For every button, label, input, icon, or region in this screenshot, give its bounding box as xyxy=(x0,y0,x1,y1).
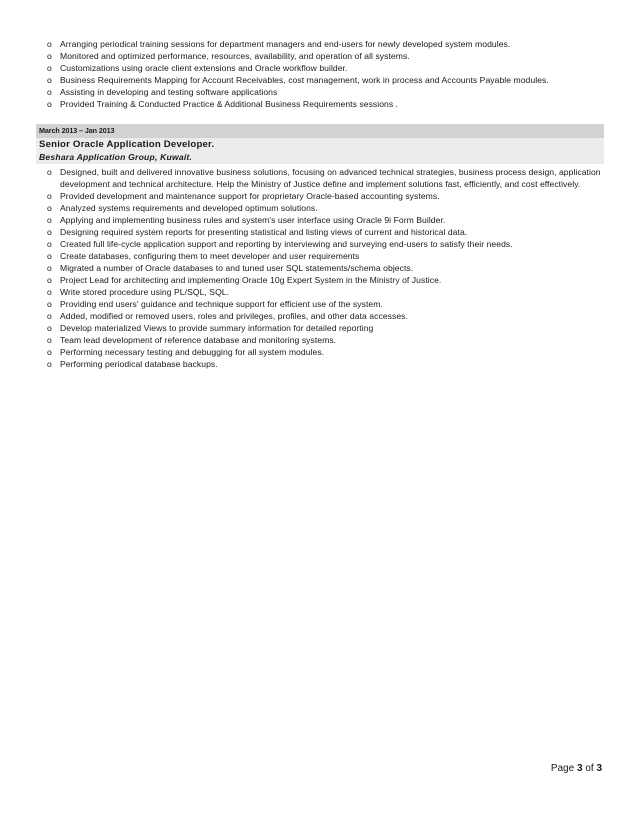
list-item xyxy=(47,214,607,226)
list-item-text: Designing required system reports for presenting statistical and listing views of current and historical data. xyxy=(60,227,468,237)
list-item-text: Create databases, configuring them to meet developer and user requirements xyxy=(60,251,360,261)
bullet-marker: o xyxy=(47,75,52,85)
list-item xyxy=(47,62,607,74)
list-item xyxy=(47,250,607,262)
list-item-text: Added, modified or removed users, roles and privileges, profiles, and other data accesses. xyxy=(60,311,408,321)
list-item-text: Applying and implementing business rules and system's user interface using Oracle 9i Form Builder. xyxy=(60,215,446,225)
list-item xyxy=(47,298,607,310)
list-item xyxy=(47,226,607,238)
total-pages: 3 xyxy=(596,763,602,774)
bullet-marker: o xyxy=(47,63,52,73)
bullet-marker: o xyxy=(47,287,52,297)
list-item xyxy=(47,38,607,50)
list-item-text: Migrated a number of Oracle databases to and tuned user SQL statements/schema objects. xyxy=(60,263,414,273)
list-item-text: Provided Training & Conducted Practice & Additional Business Requirements sessions . xyxy=(60,99,399,109)
bullet-marker: o xyxy=(47,167,52,177)
bullet-marker: o xyxy=(47,51,52,61)
list-item-text: Created full life-cycle application support and reporting by interviewing and surveying end-users to satisfy their needs. xyxy=(60,239,513,249)
list-item-text: Analyzed systems requirements and developed optimum solutions. xyxy=(60,203,318,213)
list-item-text: Monitored and optimized performance, resources, availability, and operation of all systems. xyxy=(60,51,410,61)
list-item xyxy=(47,286,607,298)
list-item xyxy=(47,274,607,286)
bullet-marker: o xyxy=(47,335,52,345)
list-item xyxy=(47,334,607,346)
list-item-text: Assisting in developing and testing software applications xyxy=(60,87,278,97)
job-title: Senior Oracle Application Developer. xyxy=(39,139,215,150)
list-item-text: Performing necessary testing and debugging for all system modules. xyxy=(60,347,325,357)
list-item-text: Business Requirements Mapping for Account Receivables, cost management, work in process and Accounts Payable modules. xyxy=(60,75,549,85)
bullet-marker: o xyxy=(47,299,52,309)
bullet-marker: o xyxy=(47,191,52,201)
bullet-marker: o xyxy=(47,227,52,237)
list-item xyxy=(47,86,607,98)
bullet-marker: o xyxy=(47,311,52,321)
bullet-marker: o xyxy=(47,87,52,97)
bullet-marker: o xyxy=(47,275,52,285)
job-header xyxy=(36,138,604,164)
bullet-marker: o xyxy=(47,251,52,261)
list-item xyxy=(47,190,607,202)
list-item-text: Project Lead for architecting and implementing Oracle 10g Expert System in the Ministry of Justice. xyxy=(60,275,442,285)
list-item-text: Designed, built and delivered innovative business solutions, focusing on advanced technical strategies, business process design, application development and technical architecture. Help the Ministry of Justice define and implement solutions fast, efficiently, and cost effectively. xyxy=(60,167,601,189)
bullet-marker: o xyxy=(47,99,52,109)
bullet-marker: o xyxy=(47,347,52,357)
list-item xyxy=(47,74,607,86)
current-page: 3 xyxy=(576,763,583,774)
previous-role-bullet-list xyxy=(47,38,607,110)
page-word: Page xyxy=(550,763,575,774)
list-item xyxy=(47,310,607,322)
bullet-marker: o xyxy=(47,263,52,273)
bullet-marker: o xyxy=(47,215,52,225)
list-item xyxy=(47,322,607,334)
list-item xyxy=(47,166,607,190)
list-item-text: Arranging periodical training sessions for department managers and end-users for newly developed system modules. xyxy=(60,39,511,49)
bullet-marker: o xyxy=(47,323,52,333)
bullet-marker: o xyxy=(47,239,52,249)
list-item-text: Performing periodical database backups. xyxy=(60,359,218,369)
list-item-text: Team lead development of reference database and monitoring systems. xyxy=(60,335,337,345)
bullet-marker: o xyxy=(47,203,52,213)
bullet-marker: o xyxy=(47,39,52,49)
list-item-text: Develop materialized Views to provide summary information for detailed reporting xyxy=(60,323,374,333)
page-number xyxy=(551,762,602,775)
list-item-text: Providing end users' guidance and technique support for efficient use of the system. xyxy=(60,299,383,309)
list-item xyxy=(47,262,607,274)
list-item-text: Customizations using oracle client extensions and Oracle workflow builder. xyxy=(60,63,348,73)
job-bullet-list xyxy=(47,166,607,370)
of-word: of xyxy=(585,763,594,774)
list-item-text: Provided development and maintenance support for proprietary Oracle-based accounting systems. xyxy=(60,191,440,201)
list-item xyxy=(47,238,607,250)
list-item-text: Write stored procedure using PL/SQL, SQL. xyxy=(60,287,230,297)
list-item xyxy=(47,202,607,214)
list-item xyxy=(47,346,607,358)
job-dates: March 2013 – Jan 2013 xyxy=(36,124,604,138)
job-company: Beshara Application Group, Kuwait. xyxy=(39,152,193,162)
job-entry xyxy=(36,124,604,164)
list-item xyxy=(47,358,607,370)
list-item xyxy=(47,98,607,110)
bullet-marker: o xyxy=(47,359,52,369)
list-item xyxy=(47,50,607,62)
